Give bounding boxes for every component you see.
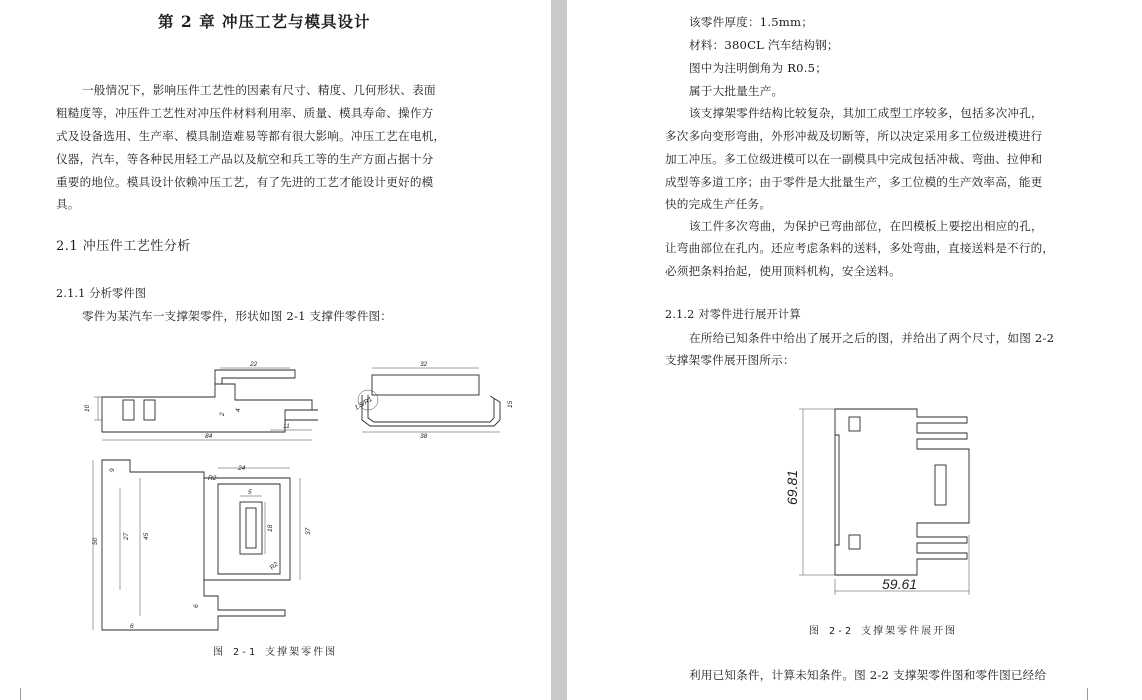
intro-line-3: 式及设备选用、生产率、模具制造难易等都有很大影响。冲压工艺在电机，: [56, 129, 446, 143]
intro-line-4: 仪器，汽车，等各种民用轻工产品以及航空和兵工等的生产方面占据十分: [56, 152, 434, 166]
para3-line-2: 支撑架零件展开图所示：: [665, 353, 795, 367]
part-side-view: [354, 361, 515, 440]
intro-line-6: 具。: [56, 197, 80, 211]
page-corner-mark: [8, 688, 21, 700]
dim-label-38: 38: [420, 433, 428, 440]
spec-thickness: 该零件厚度：1.5mm；: [689, 15, 813, 29]
dim-label-50: 50: [92, 537, 99, 545]
dim-label-45: 45: [143, 532, 150, 540]
dim-label-width: 59.61: [882, 576, 918, 592]
dim-label-4: 4: [235, 408, 242, 412]
intro-line-2: 粗糙度等，冲压件工艺性对冲压件材料利用率、质量、模具寿命、操作方: [56, 106, 434, 120]
figure-2-1-drawing: [80, 360, 540, 640]
figure-2-1-caption: 图 2-1 支撑架零件图: [213, 647, 338, 658]
dim-label-5: 5: [248, 489, 252, 496]
intro-line-5: 重要的地位。模具设计依赖冲压工艺，有了先进的工艺才能设计更好的模: [56, 175, 434, 189]
bottom-line: 利用已知条件，计算未知条件。图 2-2 支撑架零件图和零件图已经给: [689, 668, 1047, 682]
part-top-view: [84, 361, 318, 440]
dim-label-11: 11: [283, 423, 290, 430]
spec-production: 属于大批量生产。: [689, 84, 784, 98]
document-page-left: [0, 0, 551, 700]
para1-line-5: 快的完成生产任务。: [665, 197, 772, 211]
dim-label-2: 2: [219, 412, 226, 416]
para1-line-2: 多次多向变形弯曲，外形冲裁及切断等，所以决定采用多工位级进模进行: [665, 129, 1043, 143]
section-heading-2-1: 2.1 冲压件工艺性分析: [56, 239, 191, 254]
flat-pattern: [784, 409, 969, 595]
figure-2-2-drawing: [777, 395, 997, 605]
dim-label-10: 10: [84, 404, 91, 412]
dim-label-84: 84: [205, 433, 213, 440]
dim-label-6-bottom: 6: [130, 623, 134, 630]
dim-label-r1: 1.5/R1: [353, 396, 374, 412]
dim-label-r2-top: R2: [208, 475, 217, 482]
dim-label-27: 27: [123, 532, 130, 540]
para1-line-4: 成型等多道工序；由于零件是大批量生产，多工位模的生产效率高，能更: [665, 175, 1043, 189]
para1-line-1: 该支撑架零件结构比较复杂，其加工成型工序较多，包括多次冲孔，: [689, 106, 1043, 120]
dim-label-22: 22: [250, 361, 258, 368]
section-heading-2-1-2: 2.1.2 对零件进行展开计算: [665, 308, 801, 321]
para2-line-1: 该工件多次弯曲，为保护已弯曲部位，在凹模板上要挖出相应的孔，: [689, 219, 1043, 233]
dim-label-15: 15: [507, 400, 514, 408]
section-heading-2-1-1: 2.1.1 分析零件图: [56, 287, 147, 300]
para2-line-2: 让弯曲部位在孔内。还应考虑条料的送料，多处弯曲，直接送料是不行的，: [665, 241, 1055, 255]
figure-2-2-caption: 图 2-2 支撑架零件展开图: [809, 626, 958, 637]
dim-label-9: 9: [109, 468, 116, 472]
dim-label-37: 37: [305, 527, 312, 535]
spec-chamfer: 图中为注明倒角为 R0.5；: [689, 61, 827, 75]
para2-line-3: 必须把条料抬起，使用顶料机构，安全送料。: [665, 264, 901, 278]
dim-label-18: 18: [267, 524, 274, 532]
dim-label-32: 32: [420, 361, 428, 368]
page-corner-mark: [1087, 688, 1100, 700]
dim-label-r2-bottom: R2: [268, 560, 280, 572]
part-front-view: [92, 460, 312, 630]
dim-label-6-right: 6: [193, 604, 200, 608]
spec-material: 材料：380CL 汽车结构钢；: [689, 38, 839, 52]
dim-label-height: 69.81: [784, 469, 800, 505]
intro-line-1: 一般情况下，影响压件工艺性的因素有尺寸、精度、几何形状、表面: [82, 83, 436, 97]
para1-line-3: 加工冲压。多工位级进模可以在一副模具中完成包括冲裁、弯曲、拉伸和: [665, 152, 1043, 166]
para3-line-1: 在所给已知条件中给出了展开之后的图，并给出了两个尺寸，如图 2-2: [689, 331, 1055, 345]
part-intro: 零件为某汽车一支撑架零件，形状如图 2-1 支撑件零件图：: [82, 309, 393, 323]
chapter-title: 第 2 章 冲压工艺与模具设计: [158, 12, 371, 31]
dim-label-24: 24: [238, 465, 246, 472]
document-page-right: [567, 0, 1142, 700]
